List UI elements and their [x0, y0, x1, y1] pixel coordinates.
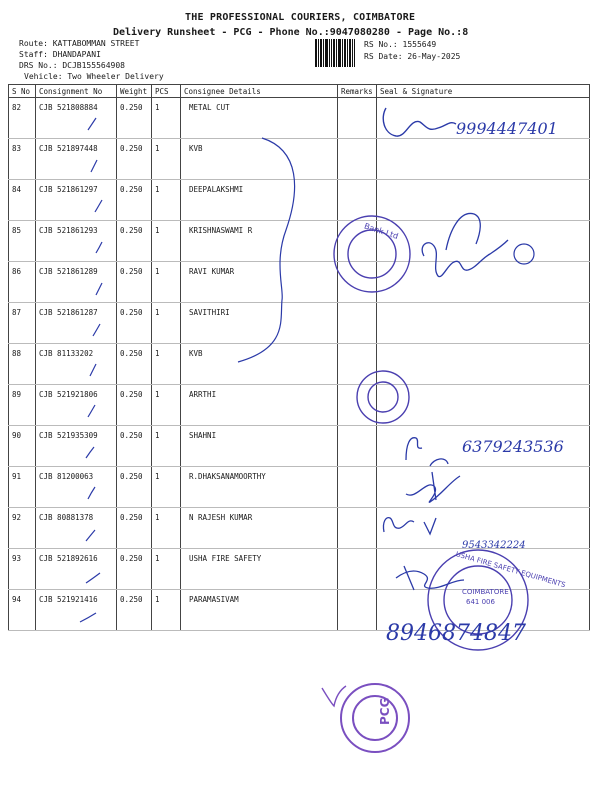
row-consignee: KRISHNASWAMI R: [181, 221, 338, 262]
col-seal-signature: Seal & Signature: [377, 85, 590, 98]
rs-number: RS No.: 1555649: [364, 40, 437, 49]
row-consignee: R.DHAKSANAMOORTHY: [181, 467, 338, 508]
runsheet-subtitle: Delivery Runsheet - PCG - Phone No.:9047080280 - Page No.:8: [113, 27, 469, 38]
table-row: [9, 590, 590, 631]
row-seal-signature: [377, 467, 590, 508]
staff-label: Staff: DHANDAPANI: [19, 50, 101, 59]
row-remarks: [338, 590, 377, 631]
row-sno: 85: [9, 221, 36, 262]
route-label: Route: KATTABOMMAN STREET: [19, 39, 140, 48]
row-seal-signature: [377, 549, 590, 590]
row-seal-signature: [377, 344, 590, 385]
row-consignment-no: CJB 521921806: [36, 385, 117, 426]
table-row: [9, 385, 590, 426]
signature-90-phone: 6379243536: [462, 437, 564, 456]
row-sno: 89: [9, 385, 36, 426]
row-consignee: USHA FIRE SAFETY: [181, 549, 338, 590]
usha-stamp-pin: 641 006: [466, 598, 495, 606]
row-seal-signature: [377, 508, 590, 549]
row-sno: 93: [9, 549, 36, 590]
row-weight: 0.250: [117, 139, 152, 180]
row-consignment-no: CJB 81200063: [36, 467, 117, 508]
row-consignee: N RAJESH KUMAR: [181, 508, 338, 549]
row-consignee: SAVITHIRI: [181, 303, 338, 344]
col-remarks: Remarks: [338, 85, 377, 98]
row-consignment-no: CJB 521861289: [36, 262, 117, 303]
row-sno: 86: [9, 262, 36, 303]
pcg-stamp-text: PCG: [378, 697, 392, 725]
row-pcs: 1: [152, 180, 181, 221]
row-remarks: [338, 303, 377, 344]
company-title: THE PROFESSIONAL COURIERS, COIMBATORE: [185, 12, 416, 23]
row-pcs: 1: [152, 344, 181, 385]
row-consignee: ARRTHI: [181, 385, 338, 426]
signature-82-phone: 9994447401: [456, 119, 558, 138]
row-weight: 0.250: [117, 385, 152, 426]
bank-stamp-text: Bank Ltd: [362, 221, 400, 241]
table-row: [9, 139, 590, 180]
row-consignment-no: CJB 521861297: [36, 180, 117, 221]
row-weight: 0.250: [117, 426, 152, 467]
table-row: [9, 98, 590, 139]
row-sno: 88: [9, 344, 36, 385]
row-seal-signature: [377, 139, 590, 180]
row-weight: 0.250: [117, 508, 152, 549]
row-remarks: [338, 180, 377, 221]
col-weight: Weight: [117, 85, 152, 98]
row-seal-signature: [377, 262, 590, 303]
row-sno: 83: [9, 139, 36, 180]
row-pcs: 1: [152, 549, 181, 590]
row-consignment-no: CJB 521861293: [36, 221, 117, 262]
row-pcs: 1: [152, 221, 181, 262]
table-row: [9, 426, 590, 467]
row-consignee: KVB: [181, 139, 338, 180]
table-row: [9, 549, 590, 590]
vehicle-label: Vehicle: Two Wheeler Delivery: [24, 72, 164, 81]
row-remarks: [338, 508, 377, 549]
col-consignment: Consignment No: [36, 85, 117, 98]
row-consignee: PARAMASIVAM: [181, 590, 338, 631]
col-sno: S No: [9, 85, 36, 98]
row-consignment-no: CJB 521897448: [36, 139, 117, 180]
row-remarks: [338, 426, 377, 467]
row-weight: 0.250: [117, 549, 152, 590]
table-row: [9, 508, 590, 549]
signature-92-phone: 9543342224: [462, 540, 526, 551]
row-remarks: [338, 549, 377, 590]
row-consignment-no: CJB 521921416: [36, 590, 117, 631]
table-row: [9, 303, 590, 344]
col-pcs: PCS: [152, 85, 181, 98]
row-consignee: DEEPALAKSHMI: [181, 180, 338, 221]
row-pcs: 1: [152, 426, 181, 467]
row-sno: 82: [9, 98, 36, 139]
row-sno: 84: [9, 180, 36, 221]
table-header-row: [9, 85, 590, 98]
row-consignment-no: CJB 521861287: [36, 303, 117, 344]
usha-stamp-text: USHA FIRE SAFETY EQUIPMENTS: [454, 550, 567, 590]
row-consignment-no: CJB 521935309: [36, 426, 117, 467]
row-seal-signature: [377, 385, 590, 426]
row-weight: 0.250: [117, 221, 152, 262]
row-remarks: [338, 262, 377, 303]
row-pcs: 1: [152, 385, 181, 426]
row-seal-signature: [377, 221, 590, 262]
row-seal-signature: [377, 98, 590, 139]
row-pcs: 1: [152, 467, 181, 508]
row-weight: 0.250: [117, 98, 152, 139]
row-consignee: METAL CUT: [181, 98, 338, 139]
row-consignment-no: CJB 81133202: [36, 344, 117, 385]
row-pcs: 1: [152, 262, 181, 303]
row-consignee: SHAHNI: [181, 426, 338, 467]
drs-number: DRS No.: DCJB155564908: [19, 61, 125, 70]
row-remarks: [338, 139, 377, 180]
row-weight: 0.250: [117, 467, 152, 508]
row-remarks: [338, 98, 377, 139]
row-consignee: RAVI KUMAR: [181, 262, 338, 303]
row-remarks: [338, 344, 377, 385]
row-consignee: KVB: [181, 344, 338, 385]
row-pcs: 1: [152, 98, 181, 139]
row-seal-signature: [377, 426, 590, 467]
row-remarks: [338, 467, 377, 508]
pcg-stamp-mark: [322, 686, 346, 706]
row-remarks: [338, 385, 377, 426]
row-weight: 0.250: [117, 180, 152, 221]
row-sno: 92: [9, 508, 36, 549]
row-weight: 0.250: [117, 303, 152, 344]
row-weight: 0.250: [117, 262, 152, 303]
table-row: [9, 221, 590, 262]
delivery-table: [8, 84, 590, 631]
pcg-stamp: [341, 684, 409, 752]
row-weight: 0.250: [117, 590, 152, 631]
row-pcs: 1: [152, 303, 181, 344]
row-seal-signature: [377, 303, 590, 344]
row-pcs: 1: [152, 139, 181, 180]
rs-date: RS Date: 26-May-2025: [364, 52, 461, 61]
row-seal-signature: [377, 180, 590, 221]
table-row: [9, 467, 590, 508]
table-row: [9, 180, 590, 221]
row-sno: 90: [9, 426, 36, 467]
row-sno: 87: [9, 303, 36, 344]
col-consignee: Consignee Details: [181, 85, 338, 98]
row-remarks: [338, 221, 377, 262]
row-consignment-no: CJB 521892616: [36, 549, 117, 590]
usha-stamp-city: COIMBATORE: [462, 588, 509, 596]
row-pcs: 1: [152, 590, 181, 631]
barcode: [315, 39, 357, 67]
row-pcs: 1: [152, 508, 181, 549]
table-row: [9, 344, 590, 385]
signature-94-phone: 8946874847: [386, 621, 526, 646]
row-sno: 91: [9, 467, 36, 508]
row-weight: 0.250: [117, 344, 152, 385]
table-row: [9, 262, 590, 303]
row-seal-signature: [377, 590, 590, 631]
row-consignment-no: CJB 80881378: [36, 508, 117, 549]
row-consignment-no: CJB 521808884: [36, 98, 117, 139]
row-sno: 94: [9, 590, 36, 631]
